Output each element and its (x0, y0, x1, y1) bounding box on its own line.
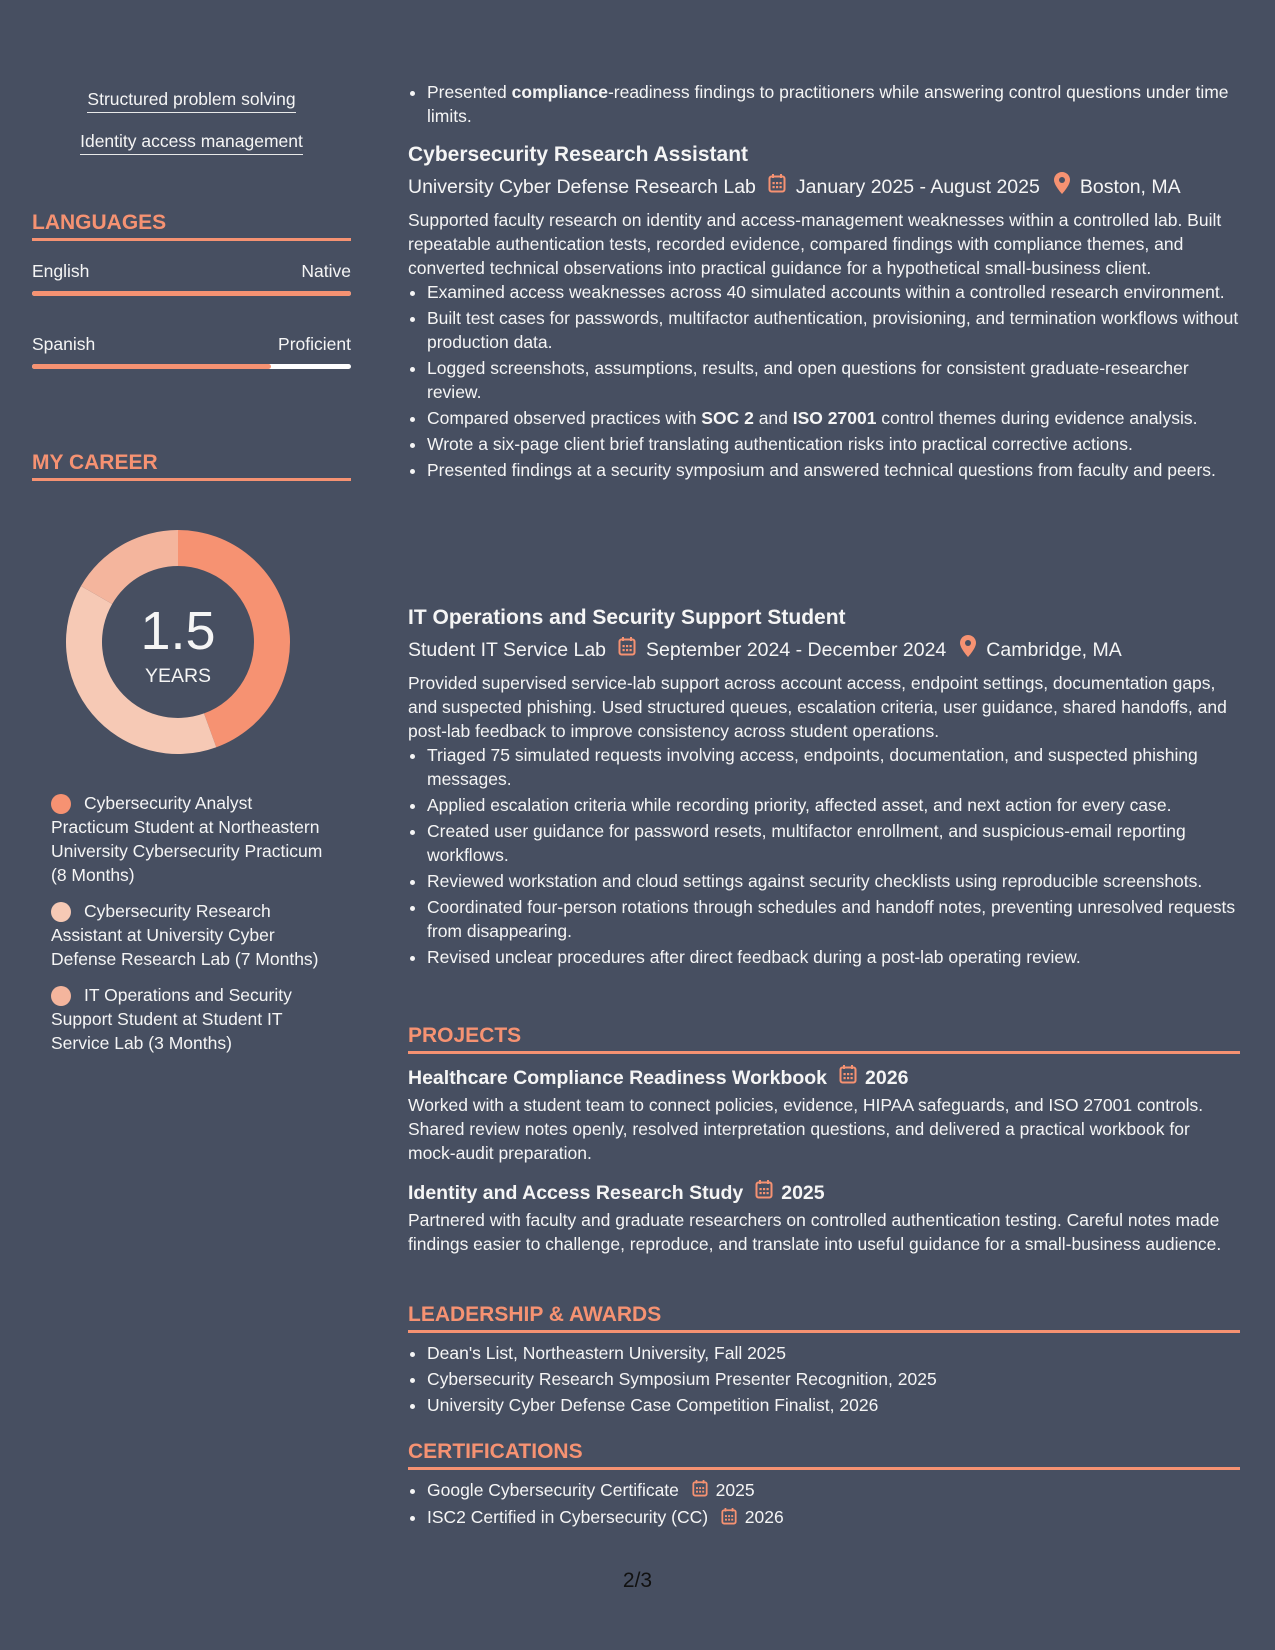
location-pin-icon (1054, 172, 1070, 202)
projects-section (408, 1023, 1240, 1256)
location-pin-icon (960, 635, 976, 665)
career-total-value: 1.5 (140, 601, 216, 661)
career-legend-item (32, 983, 332, 1055)
career-item-text: Cybersecurity Analyst Practicum Student at Northeastern University Cybersecurity Practicum (8 Months) (51, 793, 323, 885)
bullet-item: • Revised unclear procedures after direct feedback during a post-lab operating review. (427, 945, 1240, 969)
project-title-row (408, 1064, 1240, 1091)
language-proficiency-bar (32, 291, 351, 296)
job-organization: Student IT Service Lab (408, 639, 607, 661)
skill-item: Structured problem solving (87, 89, 295, 113)
language-item (32, 334, 351, 369)
career-item-text: Cybersecurity Research Assistant at University Cyber Defense Research Lab (7 Months) (51, 901, 319, 969)
certification-name: Google Cybersecurity Certificate (427, 1480, 679, 1500)
career-legend-item (32, 791, 332, 887)
bullet-item: • Applied escalation criteria while recording priority, affected asset, and next action for every case. (427, 793, 1240, 817)
job-organization: University Cyber Defense Research Lab (408, 176, 756, 198)
job-dates: January 2025 - August 2025 (795, 176, 1040, 198)
career-section (32, 451, 351, 481)
calendar-icon (692, 1479, 708, 1503)
bullet-item: • Logged screenshots, assumptions, results, and open questions for consistent graduate-researcher review. (427, 356, 1240, 404)
experience-entry (408, 141, 1240, 484)
certifications-list (408, 1478, 1240, 1531)
job-title: IT Operations and Security Support Student (408, 606, 846, 629)
certification-item (427, 1478, 1240, 1503)
calendar-icon (768, 173, 786, 201)
page-number: 2/3 (622, 1569, 653, 1592)
bullet-item: • Presented findings at a security symposium and answered technical questions from faculty and peers. (427, 458, 1240, 482)
experience-entry (408, 604, 1240, 971)
career-color-dot (51, 902, 71, 922)
career-total-unit: YEARS (144, 665, 212, 687)
project-title: Identity and Access Research Study (408, 1181, 744, 1204)
language-level: Proficient (278, 334, 351, 354)
language-name: Spanish (32, 334, 96, 354)
project-description: Partnered with faculty and graduate researchers on controlled authentication testing. Careful notes made findings easier to challenge, reproduce, and translate into useful guidance for a small-business audience. (408, 1210, 1222, 1254)
languages-heading: LANGUAGES (32, 211, 351, 241)
language-proficiency-fill (32, 364, 271, 369)
career-item-text: IT Operations and Security Support Student at Student IT Service Lab (3 Months) (51, 985, 292, 1053)
language-proficiency-fill (32, 291, 351, 296)
career-heading: MY CAREER (32, 451, 351, 481)
project-year: 2026 (865, 1066, 909, 1089)
job-summary: Provided supervised service-lab support across account access, endpoint settings, documentation gaps, and suspected phishing. Used structured queues, escalation criteria, user guidance, shared handoffs, and post-lab feedback to improve consistency across student operations. (408, 673, 1227, 741)
calendar-icon (839, 1064, 857, 1091)
bullet-item: • Coordinated four-person rotations through schedules and handoff notes, preventing unresolved requests from disappearing. (427, 895, 1240, 943)
bullet-item: • Triaged 75 simulated requests involving access, endpoints, documentation, and suspected phishing messages. (427, 743, 1240, 791)
bullet-item: • Created user guidance for password resets, multifactor enrollment, and suspicious-email reporting workflows. (427, 819, 1240, 867)
award-item: • Dean's List, Northeastern University, Fall 2025 (427, 1341, 1240, 1365)
language-proficiency-bar (32, 364, 351, 369)
job-bullets (408, 280, 1240, 482)
calendar-icon (755, 1179, 773, 1206)
bullet-item: • Wrote a six-page client brief translating authentication risks into practical corrective actions. (427, 432, 1240, 456)
job-meta (408, 172, 1240, 202)
certification-item (427, 1505, 1240, 1530)
job-meta (408, 635, 1240, 665)
certifications-heading: CERTIFICATIONS (408, 1439, 1240, 1470)
certification-name: ISC2 Certified in Cybersecurity (CC) (427, 1507, 709, 1528)
award-item: • Cybersecurity Research Symposium Presenter Recognition, 2025 (427, 1367, 1240, 1391)
job-location: Cambridge, MA (986, 639, 1122, 661)
career-donut-chart (66, 530, 290, 754)
language-name: English (32, 261, 90, 281)
project-year: 2025 (781, 1181, 825, 1204)
bullet-item: • Compared observed practices with SOC 2 and ISO 27001 control themes during evidence analysis. (427, 406, 1240, 430)
languages-section (32, 211, 351, 369)
donut-segment-3 (81, 530, 178, 604)
project-entry (408, 1179, 1240, 1256)
skill-item: Identity access management (80, 131, 303, 155)
awards-heading: LEADERSHIP & AWARDS (408, 1302, 1240, 1333)
carryover-bullets (408, 80, 1259, 130)
job-title: Cybersecurity Research Assistant (408, 143, 749, 166)
project-title-row (408, 1179, 1240, 1206)
career-legend-item (32, 899, 332, 971)
job-summary: Supported faculty research on identity and access-management weaknesses within a controlled lab. Built repeatable authentication tests, recorded evidence, compared findings with compliance themes, and converted technical observations into practical guidance for a hypothetical small-business client. (408, 210, 1222, 278)
awards-list (408, 1341, 1240, 1417)
project-description: Worked with a student team to connect policies, evidence, HIPAA safeguards, and ISO 27001 controls. Shared review notes openly, resolved interpretation questions, and delivered a practical workbook for mock-audit preparation. (408, 1095, 1204, 1163)
language-level: Native (301, 261, 351, 281)
award-item: • University Cyber Defense Case Competition Finalist, 2026 (427, 1393, 1240, 1417)
career-color-dot (51, 794, 71, 814)
calendar-icon (721, 1507, 737, 1531)
bullet-item: • Built test cases for passwords, multifactor authentication, provisioning, and termination workflows without production data. (427, 306, 1240, 354)
bullet-item: • Examined access weaknesses across 40 simulated accounts within a controlled research environment. (427, 280, 1240, 304)
bullet-item: • Reviewed workstation and cloud settings against security checklists using reproducible screenshots. (427, 869, 1240, 893)
job-location: Boston, MA (1079, 176, 1181, 198)
project-title: Healthcare Compliance Readiness Workbook (408, 1066, 828, 1089)
career-color-dot (51, 986, 71, 1006)
skills-list (32, 89, 351, 155)
project-entry (408, 1064, 1240, 1165)
certifications-section (408, 1439, 1240, 1533)
projects-heading: PROJECTS (408, 1023, 1240, 1054)
job-dates: September 2024 - December 2024 (646, 639, 947, 661)
job-bullets (408, 743, 1240, 969)
certification-year: 2025 (715, 1480, 755, 1500)
language-item (32, 261, 351, 296)
certification-year: 2026 (744, 1507, 784, 1528)
awards-section (408, 1302, 1240, 1419)
calendar-icon (618, 636, 636, 664)
career-legend (32, 791, 332, 1067)
bullet-item: • Presented compliance-readiness findings to practitioners while answering control questions under time limits. (427, 80, 1259, 128)
